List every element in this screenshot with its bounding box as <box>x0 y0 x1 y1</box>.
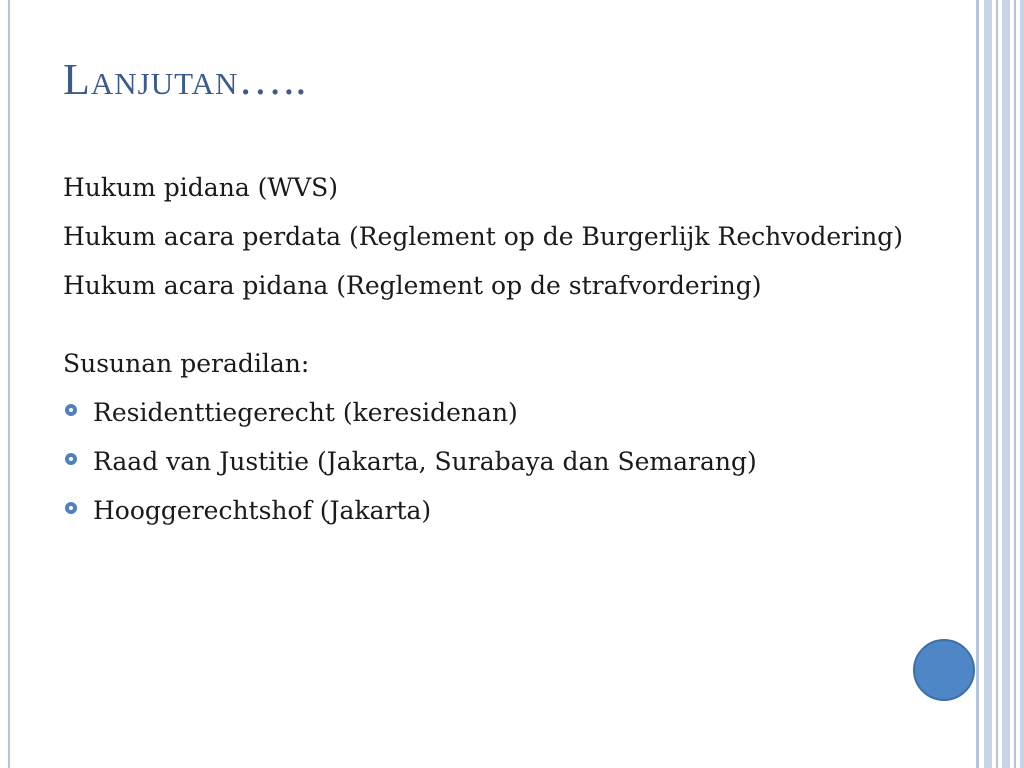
section-label: Susunan peradilan: <box>63 349 310 378</box>
stripe <box>1002 0 1010 768</box>
spacer <box>63 315 903 344</box>
bullet-item <box>63 393 903 433</box>
paragraph-hukum-acara-perdata: Hukum acara perdata (Reglement op de Burgerlijk Rechvodering) <box>63 222 903 251</box>
bullet-icon <box>65 404 77 416</box>
paragraph-hukum-pidana: Hukum pidana (WVS) <box>63 173 339 202</box>
bullet-item <box>63 442 903 482</box>
bullet-icon <box>65 502 77 514</box>
stripe <box>984 0 992 768</box>
stripe <box>996 0 998 768</box>
stripe <box>1014 0 1016 768</box>
paragraph-hukum-acara-pidana: Hukum acara pidana (Reglement op de strafvordering) <box>63 271 762 300</box>
left-border-line <box>8 0 10 768</box>
stripe <box>976 0 979 768</box>
slide-title: Lanjutan….. <box>63 55 308 104</box>
slide-content <box>63 168 903 540</box>
bullet-item <box>63 491 903 531</box>
right-decorative-stripes <box>976 0 1024 768</box>
bullet-text: Raad van Justitie (Jakarta, Surabaya dan Semarang) <box>93 447 757 476</box>
stripe <box>1020 0 1024 768</box>
decorative-circle <box>913 639 975 701</box>
bullet-text: Hooggerechtshof (Jakarta) <box>93 496 432 525</box>
bullet-icon <box>65 453 77 465</box>
bullet-text: Residenttiegerecht (keresidenan) <box>93 398 518 427</box>
